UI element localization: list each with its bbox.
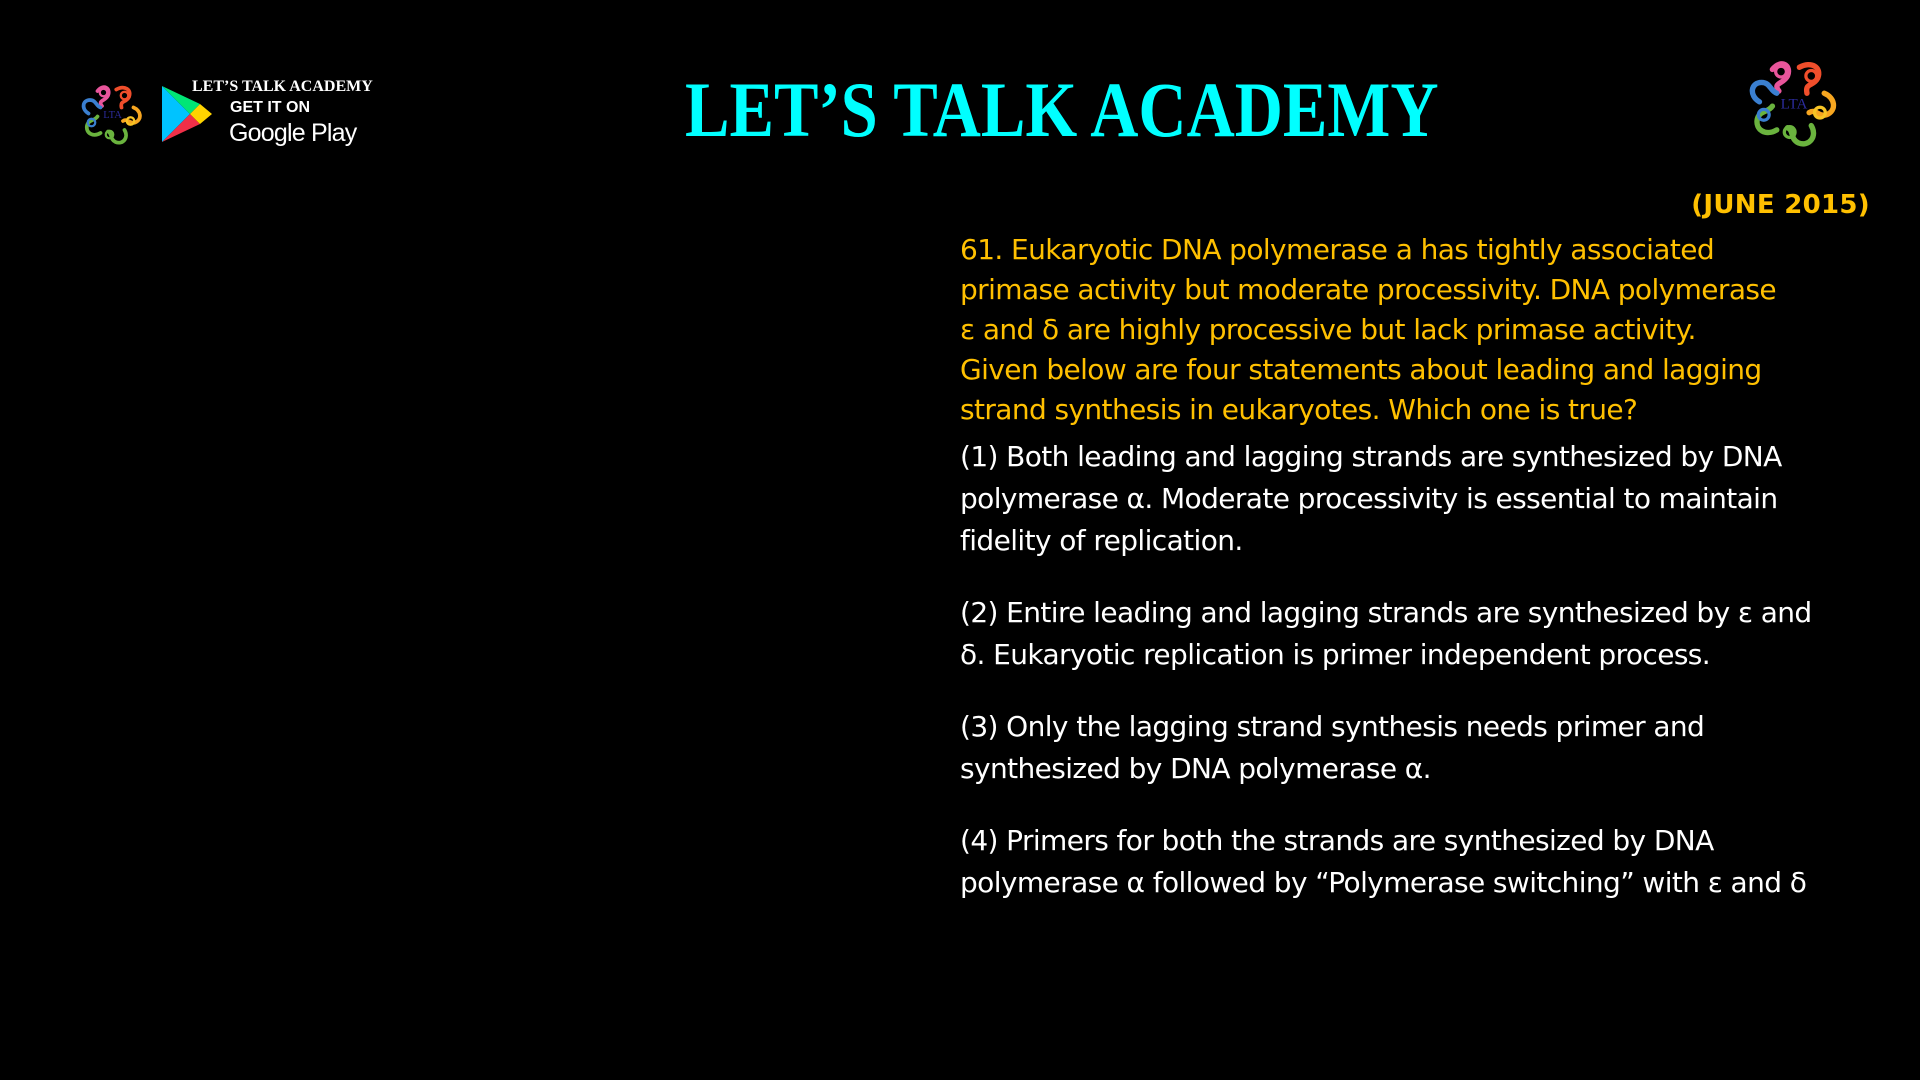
- option-line: δ. Eukaryotic replication is primer independent process.: [960, 638, 1711, 671]
- option-3: [960, 706, 1900, 790]
- page-title: LET’S TALK ACADEMY: [685, 66, 1439, 153]
- question-line: ε and δ are highly processive but lack primase activity.: [960, 313, 1696, 346]
- option-line: polymerase α followed by “Polymerase switching” with ε and δ: [960, 866, 1807, 899]
- badge-brand-text: LET’S TALK ACADEMY: [192, 78, 373, 95]
- option-line: (4) Primers for both the strands are synthesized by DNA: [960, 824, 1714, 857]
- right-lta-logo-icon: [1740, 50, 1848, 158]
- google-play-store-link[interactable]: Google Play: [229, 119, 357, 147]
- question-text: [960, 230, 1900, 430]
- option-line: polymerase α. Moderate processivity is essential to maintain: [960, 482, 1778, 515]
- option-line: fidelity of replication.: [960, 524, 1243, 557]
- question-line: 61. Eukaryotic DNA polymerase a has tightly associated: [960, 233, 1715, 266]
- question-line: strand synthesis in eukaryotes. Which one is true?: [960, 393, 1638, 426]
- option-line: (3) Only the lagging strand synthesis needs primer and: [960, 710, 1705, 743]
- exam-date-tag: (JUNE 2015): [1691, 190, 1870, 220]
- option-line: (2) Entire leading and lagging strands are synthesized by ε and: [960, 596, 1812, 629]
- option-line: synthesized by DNA polymerase α.: [960, 752, 1431, 785]
- svg-text:LTA: LTA: [1780, 96, 1808, 113]
- question-line: Given below are four statements about leading and lagging: [960, 353, 1762, 386]
- option-4: [960, 820, 1900, 904]
- protein-ring-logo-icon: [1740, 50, 1848, 158]
- badge-get-it-on-text[interactable]: GET IT ON: [230, 99, 310, 116]
- option-line: (1) Both leading and lagging strands are synthesized by DNA: [960, 440, 1782, 473]
- left-lta-logo-icon: [75, 77, 150, 153]
- protein-ring-logo-icon: [75, 77, 150, 153]
- svg-text:LTA: LTA: [103, 110, 122, 121]
- question-block: [960, 230, 1900, 904]
- option-2: [960, 592, 1900, 676]
- question-line: primase activity but moderate processivity. DNA polymerase: [960, 273, 1776, 306]
- option-1: [960, 436, 1900, 562]
